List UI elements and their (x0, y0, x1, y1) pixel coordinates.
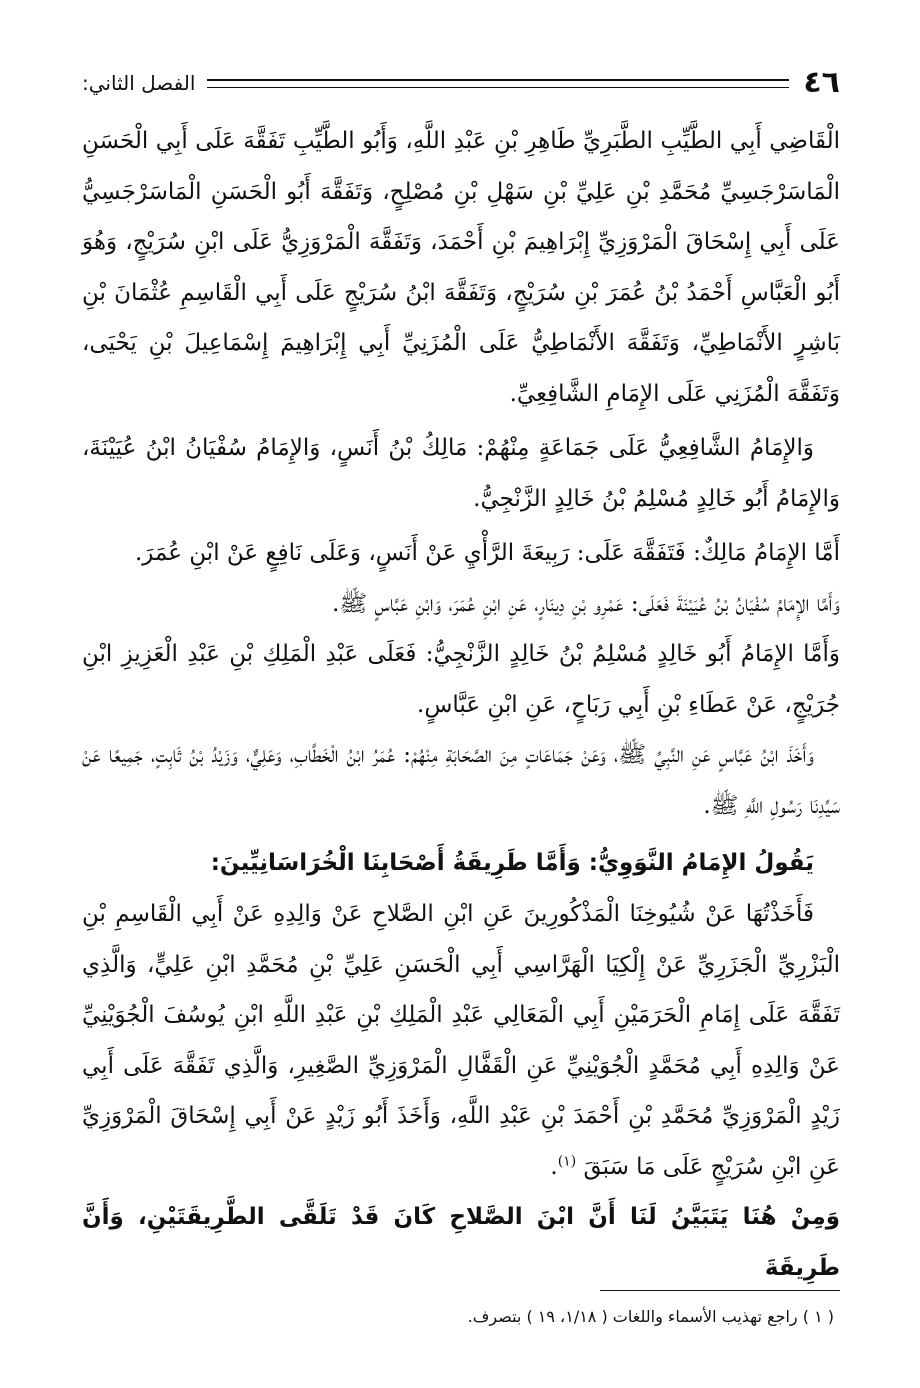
header-rule (207, 79, 789, 88)
section-heading: يَقُولُ الإِمَامُ النَّوَوِيُّ: وَأَمَّا طَرِيقَةُ أَصْحَابِنَا الْخُرَاسَانِيِّينَ: (210, 850, 814, 876)
footnote: ( ١ ) راجع تهذيب الأسماء واللغات ( ١/١٨، ١٩ ) بتصرف. (467, 1307, 834, 1326)
chapter-title: الفصل الثاني: (82, 71, 196, 95)
body-text (82, 116, 840, 1293)
paragraph-shafii-teachers: وَالإِمَامُ الشَّافِعِيُّ عَلَى جَمَاعَةٍ مِنْهُمْ: مَالِكُ بْنُ أَنَسٍ، وَالإِمَامُ سُفْيَانُ ابْنُ عُيَيْنَةَ، وَالإِمَامُ أَبُو خَالِدٍ مُسْلِمُ بْنُ خَالِدٍ الزَّنْجِيُّ. (82, 435, 840, 512)
paragraph-chain-of-teachers: الْقَاضِي أَبِي الطَّيِّبِ الطَّبَرِيِّ طَاهِرِ بْنِ عَبْدِ اللَّهِ، وَأَبُو الطَّيِّبِ تَفَقَّهَ عَلَى أَبِي الْحَسَنِ الْمَاسَرْجَسِيِّ مُحَمَّدِ بْنِ عَلِيِّ بْنِ سَهْلِ بْنِ مُصْلِحٍ، وَتَفَقَّهَ أَبُو الْحَسَنِ الْمَاسَرْجَسِيُّ عَلَى أَبِي إِسْحَاقَ الْمَرْوَزِيِّ إِبْرَاهِيمَ بْنِ أَحْمَدَ، وَتَفَقَّهَ الْمَرْوَزِيُّ عَلَى ابْنِ سُرَيْجٍ، وَهُوَ أَبُو الْعَبَّاسِ أَحْمَدُ بْنُ عُمَرَ بْنِ سُرَيْجٍ، وَتَفَقَّهَ ابْنُ سُرَيْجٍ عَلَى أَبِي الْقَاسِمِ عُثْمَانَ بْنِ بَاشِرٍ الأَنْمَاطِيِّ، وَتَفَقَّهَ الأَنْمَاطِيُّ عَلَى الْمُزَنِيِّ أَبِي إِبْرَاهِيمَ إِسْمَاعِيلَ بْنِ يَحْيَى، وَتَفَقَّهَ الْمُزَنِي عَلَى الإِمَامِ الشَّافِعِيِّ. (82, 128, 840, 407)
paragraph-conclusion: وَمِنْ هُنَا يَتَبَيَّنُ لَنَا أَنَّ ابْنَ الصَّلاحِ كَانَ قَدْ تَلَقَّى الطَّرِيقَتَيْنِ، وَأَنَّ طَرِيقَةَ (82, 1204, 840, 1281)
paragraph-sufyan: وَأَمَّا الإِمَامُ سُفْيَانُ بْنُ عُيَيْنَةَ فَعَلَى: عَمْرِو بْنِ دِينَارٍ، عَنِ ابْنِ عُمَرَ، وَابْنِ عَبَّاسٍ ﷺ. (332, 590, 840, 617)
paragraph-abu-khalid: وَأَمَّا الإِمَامُ أَبُو خَالِدٍ مُسْلِمُ بْنُ خَالِدٍ الزَّنْجِيُّ: فَعَلَى عَبْدِ الْمَلِكِ بْنِ عَبْدِ الْعَزِيزِ ابْنِ جُرَيْجٍ، عَنْ عَطَاءِ بْنِ أَبِي رَبَاحٍ، عَنِ ابْنِ عَبَّاسٍ. (82, 641, 840, 718)
page-header (82, 66, 840, 100)
page-number: ٤٦ (803, 65, 840, 100)
paragraph-khurasani-chain: فَأَخَذْتُهَا عَنْ شُيُوخِنَا الْمَذْكُورِينَ عَنِ ابْنِ الصَّلاحِ عَنْ وَالِدِهِ عَنْ أَبِي الْقَاسِمِ بْنِ الْبَزْرِيِّ الْجَزَرِيِّ عَنْ إِلْكِيَا الْهَرَّاسِي أَبِي الْحَسَنِ عَلِيِّ بْنِ مُحَمَّدِ ابْنِ عَلِيٍّ، وَالَّذِي تَفَقَّهَ عَلَى إِمَامِ الْحَرَمَيْنِ أَبِي الْمَعَالِي عَبْدِ الْمَلِكِ بْنِ عَبْدِ اللَّهِ ابْنِ يُوسُفَ الْجُوَيْنِيِّ عَنْ وَالِدِهِ أَبِي مُحَمَّدٍ الْجُوَيْنِيِّ عَنِ الْقَفَّالِ الْمَرْوَزِيِّ الصَّغِيرِ، وَالَّذِي تَفَقَّهَ عَلَى أَبِي زَيْدٍ الْمَرْوَزِيِّ مُحَمَّدِ بْنِ أَحْمَدَ بْنِ عَبْدِ اللَّهِ، وَأَخَذَ أَبُو زَيْدٍ عَنْ أَبِي إِسْحَاقَ الْمَرْوَزِيِّ عَنِ ابْنِ سُرَيْجٍ عَلَى مَا سَبَقَ $^{(١)}$. (82, 901, 840, 1180)
paragraph-malik: أَمَّا الإِمَامُ مَالِكٌ: فَتَفَقَّهَ عَلَى: رَبِيعَةَ الرَّأْيِ عَنْ أَنَسٍ، وَعَلَى نَافِعٍ عَنْ ابْنِ عُمَرَ. (134, 540, 840, 566)
paragraph-khurasani-text: فَأَخَذْتُهَا عَنْ شُيُوخِنَا الْمَذْكُورِينَ عَنِ ابْنِ الصَّلاحِ عَنْ وَالِدِهِ عَنْ أَبِي الْقَاسِمِ بْنِ الْبَزْرِيِّ الْجَزَرِيِّ عَنْ إِلْكِيَا الْهَرَّاسِي أَبِي الْحَسَنِ عَلِيِّ بْنِ مُحَمَّدِ ابْنِ عَلِيٍّ، وَالَّذِي تَفَقَّهَ عَلَى إِمَامِ الْحَرَمَيْنِ أَبِي الْمَعَالِي عَبْدِ الْمَلِكِ بْنِ عَبْدِ اللَّهِ ابْنِ يُوسُفَ الْجُوَيْنِيِّ عَنْ وَالِدِهِ أَبِي مُحَمَّدٍ الْجُوَيْنِيِّ عَنِ الْقَفَّالِ الْمَرْوَزِيِّ الصَّغِيرِ، وَالَّذِي تَفَقَّهَ عَلَى أَبِي زَيْدٍ الْمَرْوَزِيِّ مُحَمَّدِ بْنِ أَحْمَدَ بْنِ عَبْدِ اللَّهِ، وَأَخَذَ أَبُو زَيْدٍ عَنْ أَبِي إِسْحَاقَ الْمَرْوَزِيِّ عَنِ ابْنِ سُرَيْجٍ عَلَى مَا سَبَقَ (82, 901, 840, 1180)
footnote-divider (600, 1290, 840, 1291)
footnote-marker: (١) (557, 1152, 577, 1169)
paragraph-ibn-abbas: وَأَخَذَ ابْنُ عَبَّاسٍ عَنِ النَّبِيِّ ﷺ، وَعَنْ جَمَاعَاتٍ مِنَ الصَّحَابَةِ مِنْهُمْ: عُمَرُ ابْنُ الْخَطَّابِ، وَعَلِيٌّ، وَزَيْدُ بْنُ ثَابِتٍ، جَمِيعًا عَنْ سَيِّدِنَا رَسُولِ اللَّهِ ﷺ. (82, 742, 840, 819)
